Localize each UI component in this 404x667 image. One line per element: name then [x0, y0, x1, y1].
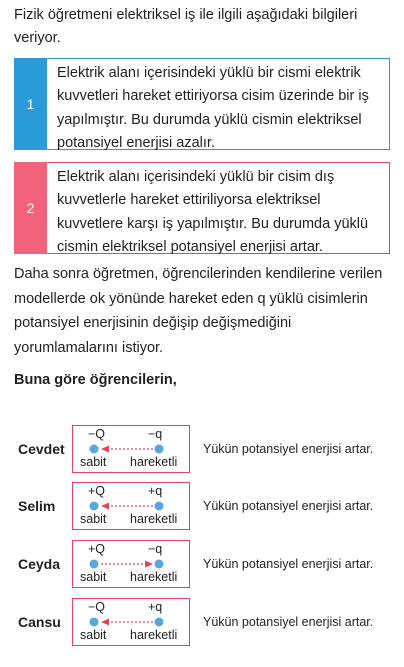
moving-charge-ball	[155, 618, 164, 627]
fixed-charge-label: −Q	[88, 427, 106, 441]
student-name: Ceyda	[18, 556, 61, 572]
moving-charge-ball	[155, 502, 164, 511]
moving-charge-label: +q	[148, 484, 163, 498]
moving-label: hareketli	[130, 512, 178, 526]
student-row-selim	[0, 482, 404, 532]
charge-model	[72, 540, 190, 588]
moving-label: hareketli	[130, 455, 178, 469]
question-paragraph: Daha sonra öğretmen, öğrencilerinden kendilerine verilen modellerde ok yönünde hareket eden q yüklü cisimlerin potansiyel enerjisinin değişip değişmediğini yorumlamalarını istiyor.	[14, 266, 383, 356]
fixed-label: sabit	[80, 455, 107, 469]
moving-label: hareketli	[130, 570, 178, 584]
arrow-head	[101, 446, 109, 453]
student-name: Cevdet	[18, 441, 65, 457]
fixed-charge-ball	[90, 560, 99, 569]
student-row-cevdet	[0, 425, 404, 475]
fixed-charge-label: −Q	[88, 600, 106, 614]
student-name: Cansu	[18, 614, 61, 630]
info-box-number: 2	[14, 162, 47, 254]
arrow-head	[145, 561, 153, 568]
charge-model	[72, 425, 190, 473]
arrow-head	[101, 503, 109, 510]
student-comment: Yükün potansiyel enerjisi artar.	[203, 557, 374, 571]
fixed-label: sabit	[80, 628, 107, 642]
student-comment: Yükün potansiyel enerjisi artar.	[203, 442, 374, 456]
student-comment: Yükün potansiyel enerjisi artar.	[203, 499, 374, 513]
moving-charge-label: −q	[148, 542, 163, 556]
fixed-charge-ball	[90, 618, 99, 627]
fixed-charge-label: +Q	[88, 484, 106, 498]
moving-label: hareketli	[130, 628, 178, 642]
intro-text: Fizik öğretmeni elektriksel iş ile ilgili aşağıdaki bilgileri veriyor.	[14, 7, 358, 46]
student-row-cansu	[0, 598, 404, 648]
student-comment: Yükün potansiyel enerjisi artar.	[203, 615, 374, 629]
info-box-number: 1	[14, 58, 47, 150]
fixed-label: sabit	[80, 512, 107, 526]
fixed-charge-ball	[90, 502, 99, 511]
charge-model	[72, 482, 190, 530]
charge-model	[72, 598, 190, 646]
student-row-ceyda	[0, 540, 404, 590]
fixed-charge-ball	[90, 445, 99, 454]
info-box-2	[14, 162, 390, 254]
fixed-charge-label: +Q	[88, 542, 106, 556]
moving-charge-ball	[155, 560, 164, 569]
fixed-label: sabit	[80, 570, 107, 584]
student-name: Selim	[18, 498, 56, 514]
question-heading: Buna göre öğrencilerin,	[14, 372, 177, 388]
info-box-1	[14, 58, 390, 150]
moving-charge-label: −q	[148, 427, 163, 441]
arrow-head	[101, 619, 109, 626]
moving-charge-ball	[155, 445, 164, 454]
info-box-text: Elektrik alanı içerisindeki yüklü bir cisim dış kuvvetlerle hareket ettiriliyorsa elektriksel kuvvetlere karşı iş yapılmıştır. Bu durumda yüklü cismin elektriksel potansiyel enerjisi artar.	[47, 162, 390, 254]
moving-charge-label: +q	[148, 600, 163, 614]
info-box-text: Elektrik alanı içerisindeki yüklü bir cismi elektrik kuvvetleri hareket ettiriyorsa cisim üzerinde bir iş yapılmıştır. Bu durumda yüklü cismin elektriksel potansiyel enerjisi azalır.	[47, 58, 390, 150]
